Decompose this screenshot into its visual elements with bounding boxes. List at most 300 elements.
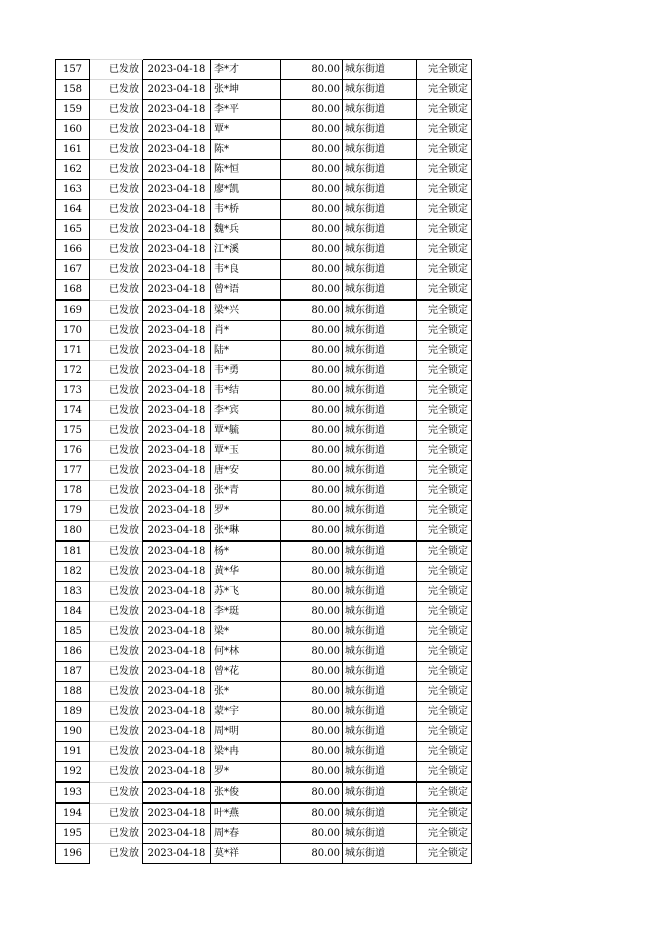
amount-cell: 80.00 bbox=[281, 180, 343, 200]
date-cell: 2023-04-18 bbox=[143, 80, 211, 100]
amount-cell: 80.00 bbox=[281, 642, 343, 662]
table-row bbox=[56, 803, 472, 824]
status-cell: 已发放 bbox=[90, 100, 143, 120]
row-number: 191 bbox=[56, 742, 90, 762]
status-cell: 已发放 bbox=[90, 300, 143, 321]
row-number: 189 bbox=[56, 702, 90, 722]
date-cell: 2023-04-18 bbox=[143, 582, 211, 602]
area-cell: 城东街道 bbox=[343, 803, 417, 824]
row-number: 175 bbox=[56, 421, 90, 441]
area-cell: 城东街道 bbox=[343, 662, 417, 682]
status-cell: 已发放 bbox=[90, 280, 143, 301]
date-cell: 2023-04-18 bbox=[143, 562, 211, 582]
row-number: 168 bbox=[56, 280, 90, 301]
status-cell: 已发放 bbox=[90, 240, 143, 260]
amount-cell: 80.00 bbox=[281, 541, 343, 562]
lock-status-cell: 完全锁定 bbox=[417, 381, 472, 401]
date-cell: 2023-04-18 bbox=[143, 100, 211, 120]
status-cell: 已发放 bbox=[90, 501, 143, 521]
row-number: 185 bbox=[56, 622, 90, 642]
date-cell: 2023-04-18 bbox=[143, 602, 211, 622]
table-row bbox=[56, 602, 472, 622]
lock-status-cell: 完全锁定 bbox=[417, 501, 472, 521]
row-number: 170 bbox=[56, 321, 90, 341]
name-cell: 魏*兵 bbox=[211, 220, 281, 240]
table-row bbox=[56, 844, 472, 864]
status-cell: 已发放 bbox=[90, 824, 143, 844]
amount-cell: 80.00 bbox=[281, 441, 343, 461]
date-cell: 2023-04-18 bbox=[143, 341, 211, 361]
name-cell: 李*平 bbox=[211, 100, 281, 120]
date-cell: 2023-04-18 bbox=[143, 280, 211, 301]
amount-cell: 80.00 bbox=[281, 100, 343, 120]
row-number: 177 bbox=[56, 461, 90, 481]
status-cell: 已发放 bbox=[90, 361, 143, 381]
date-cell: 2023-04-18 bbox=[143, 803, 211, 824]
row-number: 190 bbox=[56, 722, 90, 742]
area-cell: 城东街道 bbox=[343, 280, 417, 301]
table-row bbox=[56, 240, 472, 260]
table-row bbox=[56, 742, 472, 762]
area-cell: 城东街道 bbox=[343, 381, 417, 401]
table-row bbox=[56, 100, 472, 120]
name-cell: 李*才 bbox=[211, 60, 281, 80]
name-cell: 廖*凯 bbox=[211, 180, 281, 200]
lock-status-cell: 完全锁定 bbox=[417, 481, 472, 501]
area-cell: 城东街道 bbox=[343, 321, 417, 341]
amount-cell: 80.00 bbox=[281, 722, 343, 742]
date-cell: 2023-04-18 bbox=[143, 622, 211, 642]
date-cell: 2023-04-18 bbox=[143, 541, 211, 562]
table-row bbox=[56, 361, 472, 381]
area-cell: 城东街道 bbox=[343, 682, 417, 702]
lock-status-cell: 完全锁定 bbox=[417, 100, 472, 120]
amount-cell: 80.00 bbox=[281, 622, 343, 642]
row-number: 164 bbox=[56, 200, 90, 220]
area-cell: 城东街道 bbox=[343, 844, 417, 864]
table-row bbox=[56, 321, 472, 341]
area-cell: 城东街道 bbox=[343, 361, 417, 381]
name-cell: 覃* bbox=[211, 120, 281, 140]
status-cell: 已发放 bbox=[90, 762, 143, 783]
row-number: 173 bbox=[56, 381, 90, 401]
area-cell: 城东街道 bbox=[343, 80, 417, 100]
lock-status-cell: 完全锁定 bbox=[417, 321, 472, 341]
row-number: 176 bbox=[56, 441, 90, 461]
date-cell: 2023-04-18 bbox=[143, 200, 211, 220]
status-cell: 已发放 bbox=[90, 541, 143, 562]
name-cell: 张*俊 bbox=[211, 782, 281, 803]
date-cell: 2023-04-18 bbox=[143, 844, 211, 864]
name-cell: 李*珽 bbox=[211, 602, 281, 622]
name-cell: 何*林 bbox=[211, 642, 281, 662]
amount-cell: 80.00 bbox=[281, 80, 343, 100]
lock-status-cell: 完全锁定 bbox=[417, 461, 472, 481]
lock-status-cell: 完全锁定 bbox=[417, 60, 472, 80]
amount-cell: 80.00 bbox=[281, 341, 343, 361]
lock-status-cell: 完全锁定 bbox=[417, 682, 472, 702]
amount-cell: 80.00 bbox=[281, 742, 343, 762]
lock-status-cell: 完全锁定 bbox=[417, 622, 472, 642]
amount-cell: 80.00 bbox=[281, 562, 343, 582]
area-cell: 城东街道 bbox=[343, 622, 417, 642]
area-cell: 城东街道 bbox=[343, 220, 417, 240]
table-row bbox=[56, 421, 472, 441]
area-cell: 城东街道 bbox=[343, 300, 417, 321]
status-cell: 已发放 bbox=[90, 260, 143, 280]
amount-cell: 80.00 bbox=[281, 200, 343, 220]
status-cell: 已发放 bbox=[90, 562, 143, 582]
status-cell: 已发放 bbox=[90, 582, 143, 602]
date-cell: 2023-04-18 bbox=[143, 702, 211, 722]
name-cell: 陈*恒 bbox=[211, 160, 281, 180]
row-number: 171 bbox=[56, 341, 90, 361]
date-cell: 2023-04-18 bbox=[143, 120, 211, 140]
table-row bbox=[56, 120, 472, 140]
lock-status-cell: 完全锁定 bbox=[417, 582, 472, 602]
amount-cell: 80.00 bbox=[281, 321, 343, 341]
row-number: 196 bbox=[56, 844, 90, 864]
status-cell: 已发放 bbox=[90, 180, 143, 200]
table-row bbox=[56, 220, 472, 240]
lock-status-cell: 完全锁定 bbox=[417, 521, 472, 542]
lock-status-cell: 完全锁定 bbox=[417, 722, 472, 742]
status-cell: 已发放 bbox=[90, 521, 143, 542]
area-cell: 城东街道 bbox=[343, 421, 417, 441]
date-cell: 2023-04-18 bbox=[143, 642, 211, 662]
status-cell: 已发放 bbox=[90, 60, 143, 80]
area-cell: 城东街道 bbox=[343, 441, 417, 461]
date-cell: 2023-04-18 bbox=[143, 401, 211, 421]
row-number: 182 bbox=[56, 562, 90, 582]
area-cell: 城东街道 bbox=[343, 541, 417, 562]
area-cell: 城东街道 bbox=[343, 521, 417, 542]
amount-cell: 80.00 bbox=[281, 381, 343, 401]
date-cell: 2023-04-18 bbox=[143, 240, 211, 260]
name-cell: 苏*飞 bbox=[211, 582, 281, 602]
table-row bbox=[56, 782, 472, 803]
table-row bbox=[56, 180, 472, 200]
name-cell: 韦*勇 bbox=[211, 361, 281, 381]
status-cell: 已发放 bbox=[90, 481, 143, 501]
area-cell: 城东街道 bbox=[343, 722, 417, 742]
date-cell: 2023-04-18 bbox=[143, 682, 211, 702]
name-cell: 罗* bbox=[211, 762, 281, 783]
table-row bbox=[56, 762, 472, 783]
status-cell: 已发放 bbox=[90, 80, 143, 100]
table-row bbox=[56, 501, 472, 521]
row-number: 160 bbox=[56, 120, 90, 140]
status-cell: 已发放 bbox=[90, 441, 143, 461]
area-cell: 城东街道 bbox=[343, 341, 417, 361]
table-row bbox=[56, 582, 472, 602]
area-cell: 城东街道 bbox=[343, 461, 417, 481]
amount-cell: 80.00 bbox=[281, 60, 343, 80]
table-row bbox=[56, 682, 472, 702]
amount-cell: 80.00 bbox=[281, 220, 343, 240]
area-cell: 城东街道 bbox=[343, 401, 417, 421]
area-cell: 城东街道 bbox=[343, 501, 417, 521]
status-cell: 已发放 bbox=[90, 401, 143, 421]
row-number: 194 bbox=[56, 803, 90, 824]
table-row bbox=[56, 541, 472, 562]
table-row bbox=[56, 160, 472, 180]
area-cell: 城东街道 bbox=[343, 200, 417, 220]
status-cell: 已发放 bbox=[90, 702, 143, 722]
status-cell: 已发放 bbox=[90, 722, 143, 742]
amount-cell: 80.00 bbox=[281, 120, 343, 140]
amount-cell: 80.00 bbox=[281, 702, 343, 722]
table-row bbox=[56, 381, 472, 401]
amount-cell: 80.00 bbox=[281, 461, 343, 481]
date-cell: 2023-04-18 bbox=[143, 180, 211, 200]
table-row bbox=[56, 280, 472, 301]
table-row bbox=[56, 622, 472, 642]
name-cell: 韦*结 bbox=[211, 381, 281, 401]
date-cell: 2023-04-18 bbox=[143, 421, 211, 441]
area-cell: 城东街道 bbox=[343, 140, 417, 160]
area-cell: 城东街道 bbox=[343, 582, 417, 602]
lock-status-cell: 完全锁定 bbox=[417, 662, 472, 682]
status-cell: 已发放 bbox=[90, 782, 143, 803]
lock-status-cell: 完全锁定 bbox=[417, 240, 472, 260]
amount-cell: 80.00 bbox=[281, 521, 343, 542]
payment-table-sheet bbox=[55, 59, 472, 864]
lock-status-cell: 完全锁定 bbox=[417, 541, 472, 562]
status-cell: 已发放 bbox=[90, 742, 143, 762]
lock-status-cell: 完全锁定 bbox=[417, 220, 472, 240]
lock-status-cell: 完全锁定 bbox=[417, 180, 472, 200]
date-cell: 2023-04-18 bbox=[143, 60, 211, 80]
date-cell: 2023-04-18 bbox=[143, 140, 211, 160]
lock-status-cell: 完全锁定 bbox=[417, 260, 472, 280]
row-number: 195 bbox=[56, 824, 90, 844]
lock-status-cell: 完全锁定 bbox=[417, 401, 472, 421]
name-cell: 江*溪 bbox=[211, 240, 281, 260]
date-cell: 2023-04-18 bbox=[143, 722, 211, 742]
name-cell: 李*宾 bbox=[211, 401, 281, 421]
row-number: 183 bbox=[56, 582, 90, 602]
row-number: 165 bbox=[56, 220, 90, 240]
amount-cell: 80.00 bbox=[281, 602, 343, 622]
amount-cell: 80.00 bbox=[281, 401, 343, 421]
amount-cell: 80.00 bbox=[281, 260, 343, 280]
amount-cell: 80.00 bbox=[281, 782, 343, 803]
table-row bbox=[56, 341, 472, 361]
status-cell: 已发放 bbox=[90, 200, 143, 220]
amount-cell: 80.00 bbox=[281, 160, 343, 180]
name-cell: 莫*祥 bbox=[211, 844, 281, 864]
amount-cell: 80.00 bbox=[281, 662, 343, 682]
row-number: 158 bbox=[56, 80, 90, 100]
name-cell: 叶*燕 bbox=[211, 803, 281, 824]
status-cell: 已发放 bbox=[90, 602, 143, 622]
row-number: 166 bbox=[56, 240, 90, 260]
date-cell: 2023-04-18 bbox=[143, 782, 211, 803]
status-cell: 已发放 bbox=[90, 421, 143, 441]
date-cell: 2023-04-18 bbox=[143, 762, 211, 783]
row-number: 163 bbox=[56, 180, 90, 200]
status-cell: 已发放 bbox=[90, 844, 143, 864]
row-number: 172 bbox=[56, 361, 90, 381]
lock-status-cell: 完全锁定 bbox=[417, 824, 472, 844]
table-row bbox=[56, 260, 472, 280]
name-cell: 肖* bbox=[211, 321, 281, 341]
name-cell: 韦*桥 bbox=[211, 200, 281, 220]
name-cell: 罗* bbox=[211, 501, 281, 521]
lock-status-cell: 完全锁定 bbox=[417, 844, 472, 864]
area-cell: 城东街道 bbox=[343, 702, 417, 722]
name-cell: 梁* bbox=[211, 622, 281, 642]
amount-cell: 80.00 bbox=[281, 844, 343, 864]
area-cell: 城东街道 bbox=[343, 742, 417, 762]
table-row bbox=[56, 662, 472, 682]
lock-status-cell: 完全锁定 bbox=[417, 441, 472, 461]
table-row bbox=[56, 702, 472, 722]
status-cell: 已发放 bbox=[90, 662, 143, 682]
date-cell: 2023-04-18 bbox=[143, 441, 211, 461]
row-number: 186 bbox=[56, 642, 90, 662]
row-number: 184 bbox=[56, 602, 90, 622]
row-number: 157 bbox=[56, 60, 90, 80]
row-number: 180 bbox=[56, 521, 90, 542]
date-cell: 2023-04-18 bbox=[143, 160, 211, 180]
name-cell: 周*春 bbox=[211, 824, 281, 844]
name-cell: 张*青 bbox=[211, 481, 281, 501]
date-cell: 2023-04-18 bbox=[143, 521, 211, 542]
lock-status-cell: 完全锁定 bbox=[417, 642, 472, 662]
row-number: 187 bbox=[56, 662, 90, 682]
date-cell: 2023-04-18 bbox=[143, 220, 211, 240]
name-cell: 唐*安 bbox=[211, 461, 281, 481]
table-row bbox=[56, 461, 472, 481]
status-cell: 已发放 bbox=[90, 803, 143, 824]
area-cell: 城东街道 bbox=[343, 481, 417, 501]
lock-status-cell: 完全锁定 bbox=[417, 120, 472, 140]
table-row bbox=[56, 481, 472, 501]
lock-status-cell: 完全锁定 bbox=[417, 80, 472, 100]
lock-status-cell: 完全锁定 bbox=[417, 280, 472, 301]
amount-cell: 80.00 bbox=[281, 762, 343, 783]
date-cell: 2023-04-18 bbox=[143, 300, 211, 321]
date-cell: 2023-04-18 bbox=[143, 662, 211, 682]
name-cell: 陆* bbox=[211, 341, 281, 361]
table-row bbox=[56, 80, 472, 100]
area-cell: 城东街道 bbox=[343, 240, 417, 260]
table-row bbox=[56, 300, 472, 321]
table-body bbox=[56, 60, 472, 864]
name-cell: 韦*良 bbox=[211, 260, 281, 280]
name-cell: 张* bbox=[211, 682, 281, 702]
status-cell: 已发放 bbox=[90, 120, 143, 140]
row-number: 169 bbox=[56, 300, 90, 321]
name-cell: 蒙*宇 bbox=[211, 702, 281, 722]
name-cell: 曾*花 bbox=[211, 662, 281, 682]
table-row bbox=[56, 521, 472, 542]
date-cell: 2023-04-18 bbox=[143, 461, 211, 481]
date-cell: 2023-04-18 bbox=[143, 481, 211, 501]
date-cell: 2023-04-18 bbox=[143, 321, 211, 341]
area-cell: 城东街道 bbox=[343, 562, 417, 582]
lock-status-cell: 完全锁定 bbox=[417, 702, 472, 722]
table-row bbox=[56, 401, 472, 421]
amount-cell: 80.00 bbox=[281, 682, 343, 702]
lock-status-cell: 完全锁定 bbox=[417, 602, 472, 622]
row-number: 162 bbox=[56, 160, 90, 180]
area-cell: 城东街道 bbox=[343, 120, 417, 140]
status-cell: 已发放 bbox=[90, 642, 143, 662]
amount-cell: 80.00 bbox=[281, 140, 343, 160]
table-row bbox=[56, 60, 472, 80]
table-row bbox=[56, 200, 472, 220]
name-cell: 曾*语 bbox=[211, 280, 281, 301]
row-number: 193 bbox=[56, 782, 90, 803]
amount-cell: 80.00 bbox=[281, 501, 343, 521]
lock-status-cell: 完全锁定 bbox=[417, 300, 472, 321]
area-cell: 城东街道 bbox=[343, 782, 417, 803]
lock-status-cell: 完全锁定 bbox=[417, 782, 472, 803]
status-cell: 已发放 bbox=[90, 682, 143, 702]
amount-cell: 80.00 bbox=[281, 361, 343, 381]
date-cell: 2023-04-18 bbox=[143, 824, 211, 844]
status-cell: 已发放 bbox=[90, 220, 143, 240]
name-cell: 黄*华 bbox=[211, 562, 281, 582]
area-cell: 城东街道 bbox=[343, 60, 417, 80]
name-cell: 梁*兴 bbox=[211, 300, 281, 321]
amount-cell: 80.00 bbox=[281, 280, 343, 301]
date-cell: 2023-04-18 bbox=[143, 501, 211, 521]
date-cell: 2023-04-18 bbox=[143, 361, 211, 381]
area-cell: 城东街道 bbox=[343, 602, 417, 622]
table-row bbox=[56, 441, 472, 461]
amount-cell: 80.00 bbox=[281, 803, 343, 824]
amount-cell: 80.00 bbox=[281, 824, 343, 844]
row-number: 178 bbox=[56, 481, 90, 501]
lock-status-cell: 完全锁定 bbox=[417, 361, 472, 381]
row-number: 192 bbox=[56, 762, 90, 783]
payment-table bbox=[55, 59, 472, 864]
lock-status-cell: 完全锁定 bbox=[417, 762, 472, 783]
table-row bbox=[56, 562, 472, 582]
status-cell: 已发放 bbox=[90, 341, 143, 361]
row-number: 188 bbox=[56, 682, 90, 702]
area-cell: 城东街道 bbox=[343, 260, 417, 280]
row-number: 167 bbox=[56, 260, 90, 280]
area-cell: 城东街道 bbox=[343, 824, 417, 844]
name-cell: 杨* bbox=[211, 541, 281, 562]
name-cell: 张*坤 bbox=[211, 80, 281, 100]
amount-cell: 80.00 bbox=[281, 300, 343, 321]
row-number: 161 bbox=[56, 140, 90, 160]
status-cell: 已发放 bbox=[90, 160, 143, 180]
date-cell: 2023-04-18 bbox=[143, 742, 211, 762]
row-number: 179 bbox=[56, 501, 90, 521]
lock-status-cell: 完全锁定 bbox=[417, 140, 472, 160]
area-cell: 城东街道 bbox=[343, 642, 417, 662]
lock-status-cell: 完全锁定 bbox=[417, 341, 472, 361]
name-cell: 覃*玉 bbox=[211, 441, 281, 461]
table-row bbox=[56, 824, 472, 844]
amount-cell: 80.00 bbox=[281, 240, 343, 260]
date-cell: 2023-04-18 bbox=[143, 381, 211, 401]
date-cell: 2023-04-18 bbox=[143, 260, 211, 280]
name-cell: 覃*毓 bbox=[211, 421, 281, 441]
lock-status-cell: 完全锁定 bbox=[417, 421, 472, 441]
status-cell: 已发放 bbox=[90, 622, 143, 642]
area-cell: 城东街道 bbox=[343, 762, 417, 783]
name-cell: 陈* bbox=[211, 140, 281, 160]
area-cell: 城东街道 bbox=[343, 160, 417, 180]
